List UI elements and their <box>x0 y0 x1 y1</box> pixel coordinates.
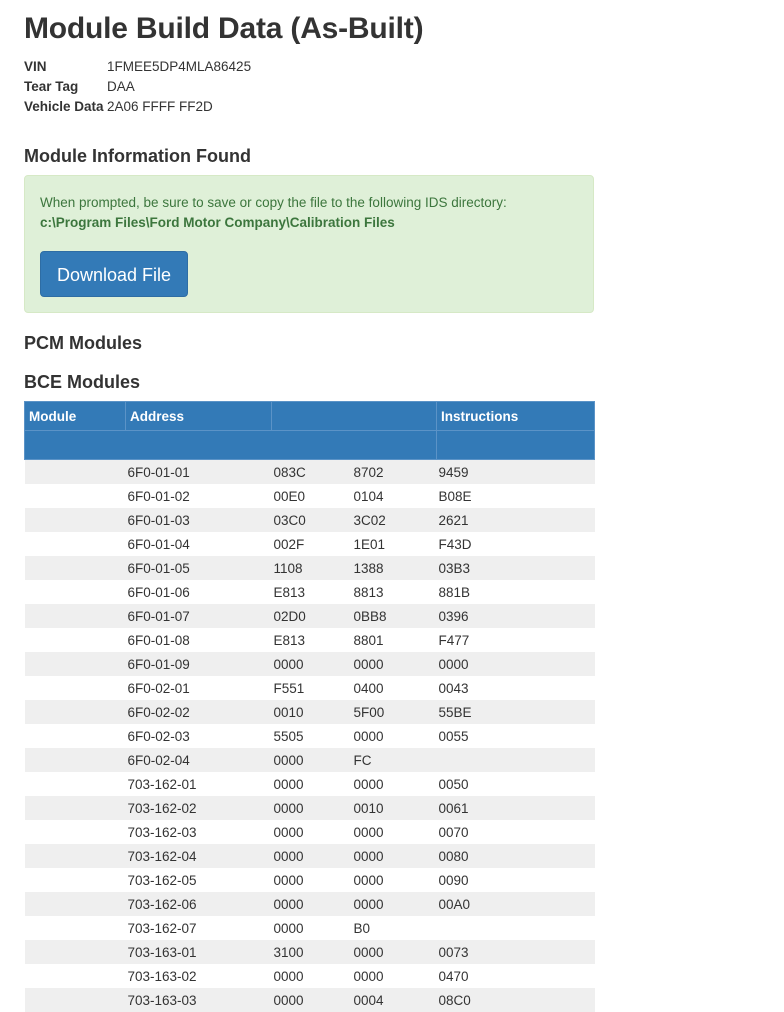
table-cell: 703-162-06 <box>126 892 272 916</box>
table-row <box>25 556 595 580</box>
table-row <box>25 892 595 916</box>
table-cell: 1E01 <box>352 532 437 556</box>
table-cell: 703-162-04 <box>126 844 272 868</box>
table-cell: 02D0 <box>272 604 352 628</box>
table-row <box>25 748 595 772</box>
table-cell: 0080 <box>437 844 595 868</box>
module-info-heading: Module Information Found <box>24 146 251 167</box>
table-cell: 703-162-03 <box>126 820 272 844</box>
table-cell <box>437 916 595 940</box>
table-cell: 0000 <box>352 892 437 916</box>
table-cell: 08C0 <box>437 988 595 1012</box>
subheader-cell <box>25 431 437 460</box>
table-cell: 0104 <box>352 484 437 508</box>
table-cell: 8702 <box>352 460 437 485</box>
table-cell: 0000 <box>352 820 437 844</box>
table-cell <box>437 748 595 772</box>
table-cell <box>25 580 126 604</box>
table-cell <box>25 460 126 485</box>
page-title: Module Build Data (As-Built) <box>24 12 423 46</box>
table-cell <box>25 676 126 700</box>
header-instructions: Instructions <box>437 402 595 431</box>
table-cell: 6F0-01-02 <box>126 484 272 508</box>
tear-tag-label: Tear Tag <box>24 77 78 97</box>
bce-modules-heading: BCE Modules <box>24 372 140 393</box>
table-row <box>25 460 595 485</box>
table-cell: 002F <box>272 532 352 556</box>
table-cell: 0470 <box>437 964 595 988</box>
table-row <box>25 796 595 820</box>
table-cell: 5505 <box>272 724 352 748</box>
table-row <box>25 652 595 676</box>
table-cell <box>25 484 126 508</box>
header-module: Module <box>25 402 126 431</box>
download-file-button[interactable]: Download File <box>40 251 188 297</box>
table-cell: 0000 <box>352 940 437 964</box>
table-row <box>25 868 595 892</box>
table-row <box>25 484 595 508</box>
table-cell: 03B3 <box>437 556 595 580</box>
table-cell: 881B <box>437 580 595 604</box>
bce-modules-table <box>24 401 595 1012</box>
table-cell: 703-163-01 <box>126 940 272 964</box>
table-cell: B08E <box>437 484 595 508</box>
table-cell: 0000 <box>272 772 352 796</box>
table-header-row <box>25 402 595 431</box>
table-cell: 6F0-02-03 <box>126 724 272 748</box>
table-cell: 6F0-02-04 <box>126 748 272 772</box>
table-cell <box>25 748 126 772</box>
table-cell: 0000 <box>352 772 437 796</box>
vehicle-data-value: 2A06 FFFF FF2D <box>107 97 213 117</box>
table-cell: 8813 <box>352 580 437 604</box>
table-cell: 0070 <box>437 820 595 844</box>
table-cell <box>25 700 126 724</box>
vehicle-data-label: Vehicle Data <box>24 97 104 117</box>
table-cell: 0000 <box>272 916 352 940</box>
table-cell <box>25 892 126 916</box>
table-cell: 703-162-01 <box>126 772 272 796</box>
table-cell: 083C <box>272 460 352 485</box>
table-cell: 0000 <box>352 964 437 988</box>
table-cell <box>25 868 126 892</box>
header-address: Address <box>126 402 272 431</box>
table-cell: 0004 <box>352 988 437 1012</box>
vehicle-info <box>24 57 424 117</box>
table-row <box>25 820 595 844</box>
table-cell: 6F0-01-08 <box>126 628 272 652</box>
table-cell: 0010 <box>272 700 352 724</box>
table-cell: 6F0-02-02 <box>126 700 272 724</box>
table-body <box>25 460 595 1012</box>
table-cell <box>25 988 126 1012</box>
table-cell: 0000 <box>272 868 352 892</box>
table-cell: 703-162-07 <box>126 916 272 940</box>
alert-message: When prompted, be sure to save or copy the file to the following IDS directory: <box>40 193 507 213</box>
table-cell: 0396 <box>437 604 595 628</box>
table-cell: 6F0-01-09 <box>126 652 272 676</box>
table-cell: F551 <box>272 676 352 700</box>
header-blank <box>272 402 437 431</box>
table-cell: 1108 <box>272 556 352 580</box>
table-cell: E813 <box>272 580 352 604</box>
table-cell <box>25 724 126 748</box>
table-cell: 0000 <box>272 964 352 988</box>
table-cell: 00E0 <box>272 484 352 508</box>
table-cell <box>25 772 126 796</box>
table-cell: 0000 <box>352 868 437 892</box>
table-cell: 0010 <box>352 796 437 820</box>
tear-tag-row <box>24 77 424 97</box>
table-cell: 0000 <box>352 724 437 748</box>
table-cell: 0000 <box>272 844 352 868</box>
table-cell <box>25 628 126 652</box>
vin-label: VIN <box>24 57 47 77</box>
table-cell <box>25 916 126 940</box>
table-cell: 6F0-01-06 <box>126 580 272 604</box>
table-cell: 6F0-01-03 <box>126 508 272 532</box>
table-cell: 0000 <box>272 652 352 676</box>
table-cell: 5F00 <box>352 700 437 724</box>
table-cell <box>25 556 126 580</box>
table-cell: 0050 <box>437 772 595 796</box>
table-row <box>25 772 595 796</box>
table-cell: 55BE <box>437 700 595 724</box>
table-cell: 0043 <box>437 676 595 700</box>
table-cell: 0000 <box>272 892 352 916</box>
table-cell: 0055 <box>437 724 595 748</box>
table-row <box>25 628 595 652</box>
table-cell <box>25 964 126 988</box>
table-cell: 6F0-02-01 <box>126 676 272 700</box>
table-cell <box>25 820 126 844</box>
vin-value: 1FMEE5DP4MLA86425 <box>107 57 251 77</box>
table-cell: 03C0 <box>272 508 352 532</box>
table-cell: 0073 <box>437 940 595 964</box>
table-cell: 0000 <box>437 652 595 676</box>
table-cell: 0000 <box>352 652 437 676</box>
table-row <box>25 676 595 700</box>
success-alert <box>24 175 594 313</box>
table-cell: F477 <box>437 628 595 652</box>
table-row <box>25 940 595 964</box>
table-cell: 6F0-01-01 <box>126 460 272 485</box>
pcm-modules-heading: PCM Modules <box>24 333 142 354</box>
table-cell: B0 <box>352 916 437 940</box>
table-cell: 703-162-05 <box>126 868 272 892</box>
table-row <box>25 508 595 532</box>
table-row <box>25 604 595 628</box>
table-cell <box>25 844 126 868</box>
table-cell: 703-163-02 <box>126 964 272 988</box>
table-cell: 1388 <box>352 556 437 580</box>
table-cell: 0000 <box>352 844 437 868</box>
table-cell: 703-162-02 <box>126 796 272 820</box>
table-cell <box>25 604 126 628</box>
table-cell: 0061 <box>437 796 595 820</box>
table-cell: 0090 <box>437 868 595 892</box>
table-cell: F43D <box>437 532 595 556</box>
vin-row <box>24 57 424 77</box>
table-subheader-row <box>25 431 595 460</box>
table-cell: 00A0 <box>437 892 595 916</box>
table-row <box>25 844 595 868</box>
tear-tag-value: DAA <box>107 77 135 97</box>
table-cell: 3100 <box>272 940 352 964</box>
table-row <box>25 724 595 748</box>
table-cell <box>25 508 126 532</box>
table-row <box>25 580 595 604</box>
vehicle-data-row <box>24 97 424 117</box>
table-cell <box>25 532 126 556</box>
table-cell: 3C02 <box>352 508 437 532</box>
table-row <box>25 532 595 556</box>
table-cell <box>25 940 126 964</box>
table-cell: 0BB8 <box>352 604 437 628</box>
table-cell <box>25 652 126 676</box>
table-cell: 0000 <box>272 820 352 844</box>
table-row <box>25 916 595 940</box>
table-cell <box>25 796 126 820</box>
table-row <box>25 700 595 724</box>
table-cell: 0000 <box>272 796 352 820</box>
table-cell: 9459 <box>437 460 595 485</box>
table-row <box>25 964 595 988</box>
table-cell: 8801 <box>352 628 437 652</box>
table-cell: FC <box>352 748 437 772</box>
table-cell: 0400 <box>352 676 437 700</box>
table-cell: 703-163-03 <box>126 988 272 1012</box>
table-cell: 6F0-01-05 <box>126 556 272 580</box>
table-cell: 0000 <box>272 748 352 772</box>
subheader-cell-instructions <box>437 431 595 460</box>
table-cell: 6F0-01-07 <box>126 604 272 628</box>
table-cell: E813 <box>272 628 352 652</box>
alert-directory-path: c:\Program Files\Ford Motor Company\Calibration Files <box>40 213 395 233</box>
table-cell: 2621 <box>437 508 595 532</box>
table-cell: 6F0-01-04 <box>126 532 272 556</box>
table-cell: 0000 <box>272 988 352 1012</box>
table-row <box>25 988 595 1012</box>
